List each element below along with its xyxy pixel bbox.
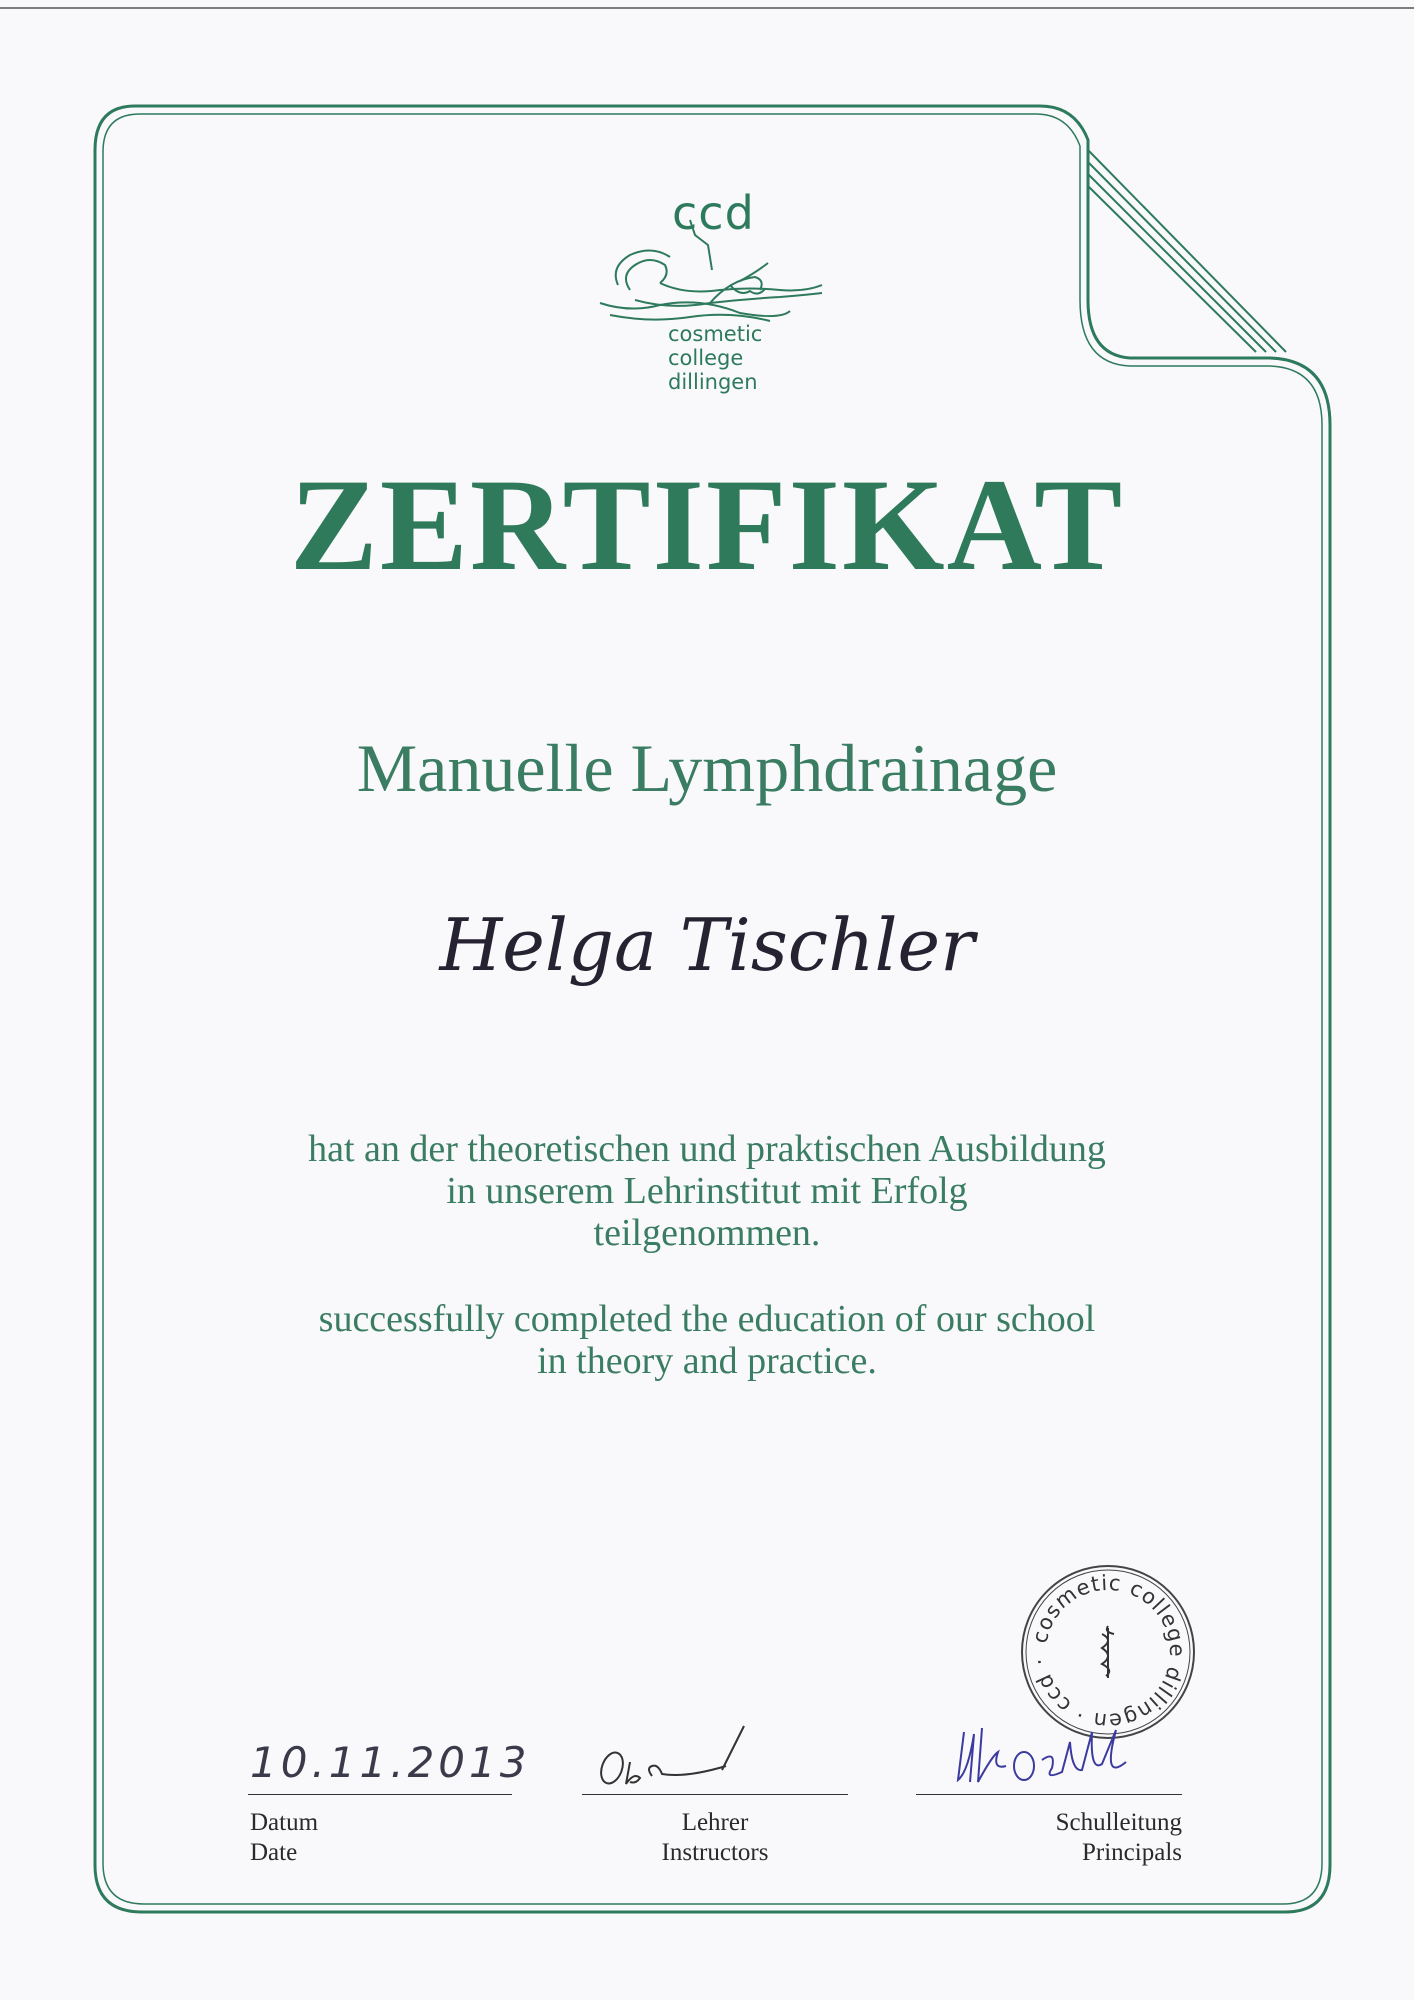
principal-label-en: Principals	[1082, 1839, 1182, 1866]
date-label	[250, 1808, 318, 1868]
seal-text: cosmetic college dillingen · ccd ·	[1027, 1570, 1190, 1734]
german-statement	[0, 1128, 1414, 1254]
principal-label-de: Schulleitung	[1055, 1809, 1182, 1836]
course-subject: Manuelle Lymphdrainage	[356, 730, 1058, 806]
german-line-2: in unserem Lehrinstitut mit Erfolg	[446, 1170, 968, 1212]
english-line-2: in theory and practice.	[537, 1340, 877, 1382]
logo-line-1: cosmetic	[668, 322, 763, 346]
logo-text	[668, 322, 808, 394]
college-seal	[1018, 1562, 1198, 1742]
english-line-1: successfully completed the education of our school	[318, 1298, 1096, 1340]
instructor-label	[582, 1808, 848, 1868]
recipient-name: Helga Tischler	[439, 903, 975, 987]
instructor-label-de: Lehrer	[681, 1809, 749, 1836]
caduceus-icon	[1102, 1626, 1114, 1678]
date-label-en: Date	[250, 1839, 298, 1866]
german-line-3: teilgenommen.	[593, 1212, 821, 1254]
principal-label	[916, 1808, 1182, 1868]
date-line	[248, 1794, 512, 1795]
logo-line-3: dillingen	[668, 370, 758, 394]
principal-signature	[952, 1722, 1142, 1794]
instructor-label-en: Instructors	[661, 1839, 769, 1866]
certificate-title: ZERTIFIKAT	[289, 451, 1125, 598]
principal-line	[916, 1794, 1182, 1795]
logo-line-2: college	[668, 346, 744, 370]
english-statement	[0, 1298, 1414, 1382]
german-line-1: hat an der theoretischen und praktischen Ausbildung	[308, 1128, 1106, 1170]
instructor-signature	[596, 1722, 756, 1792]
date-value: 10.11.2013	[250, 1738, 531, 1787]
logo-abbreviation: ccd	[672, 186, 755, 240]
date-label-de: Datum	[250, 1809, 319, 1836]
instructor-line	[582, 1794, 848, 1795]
